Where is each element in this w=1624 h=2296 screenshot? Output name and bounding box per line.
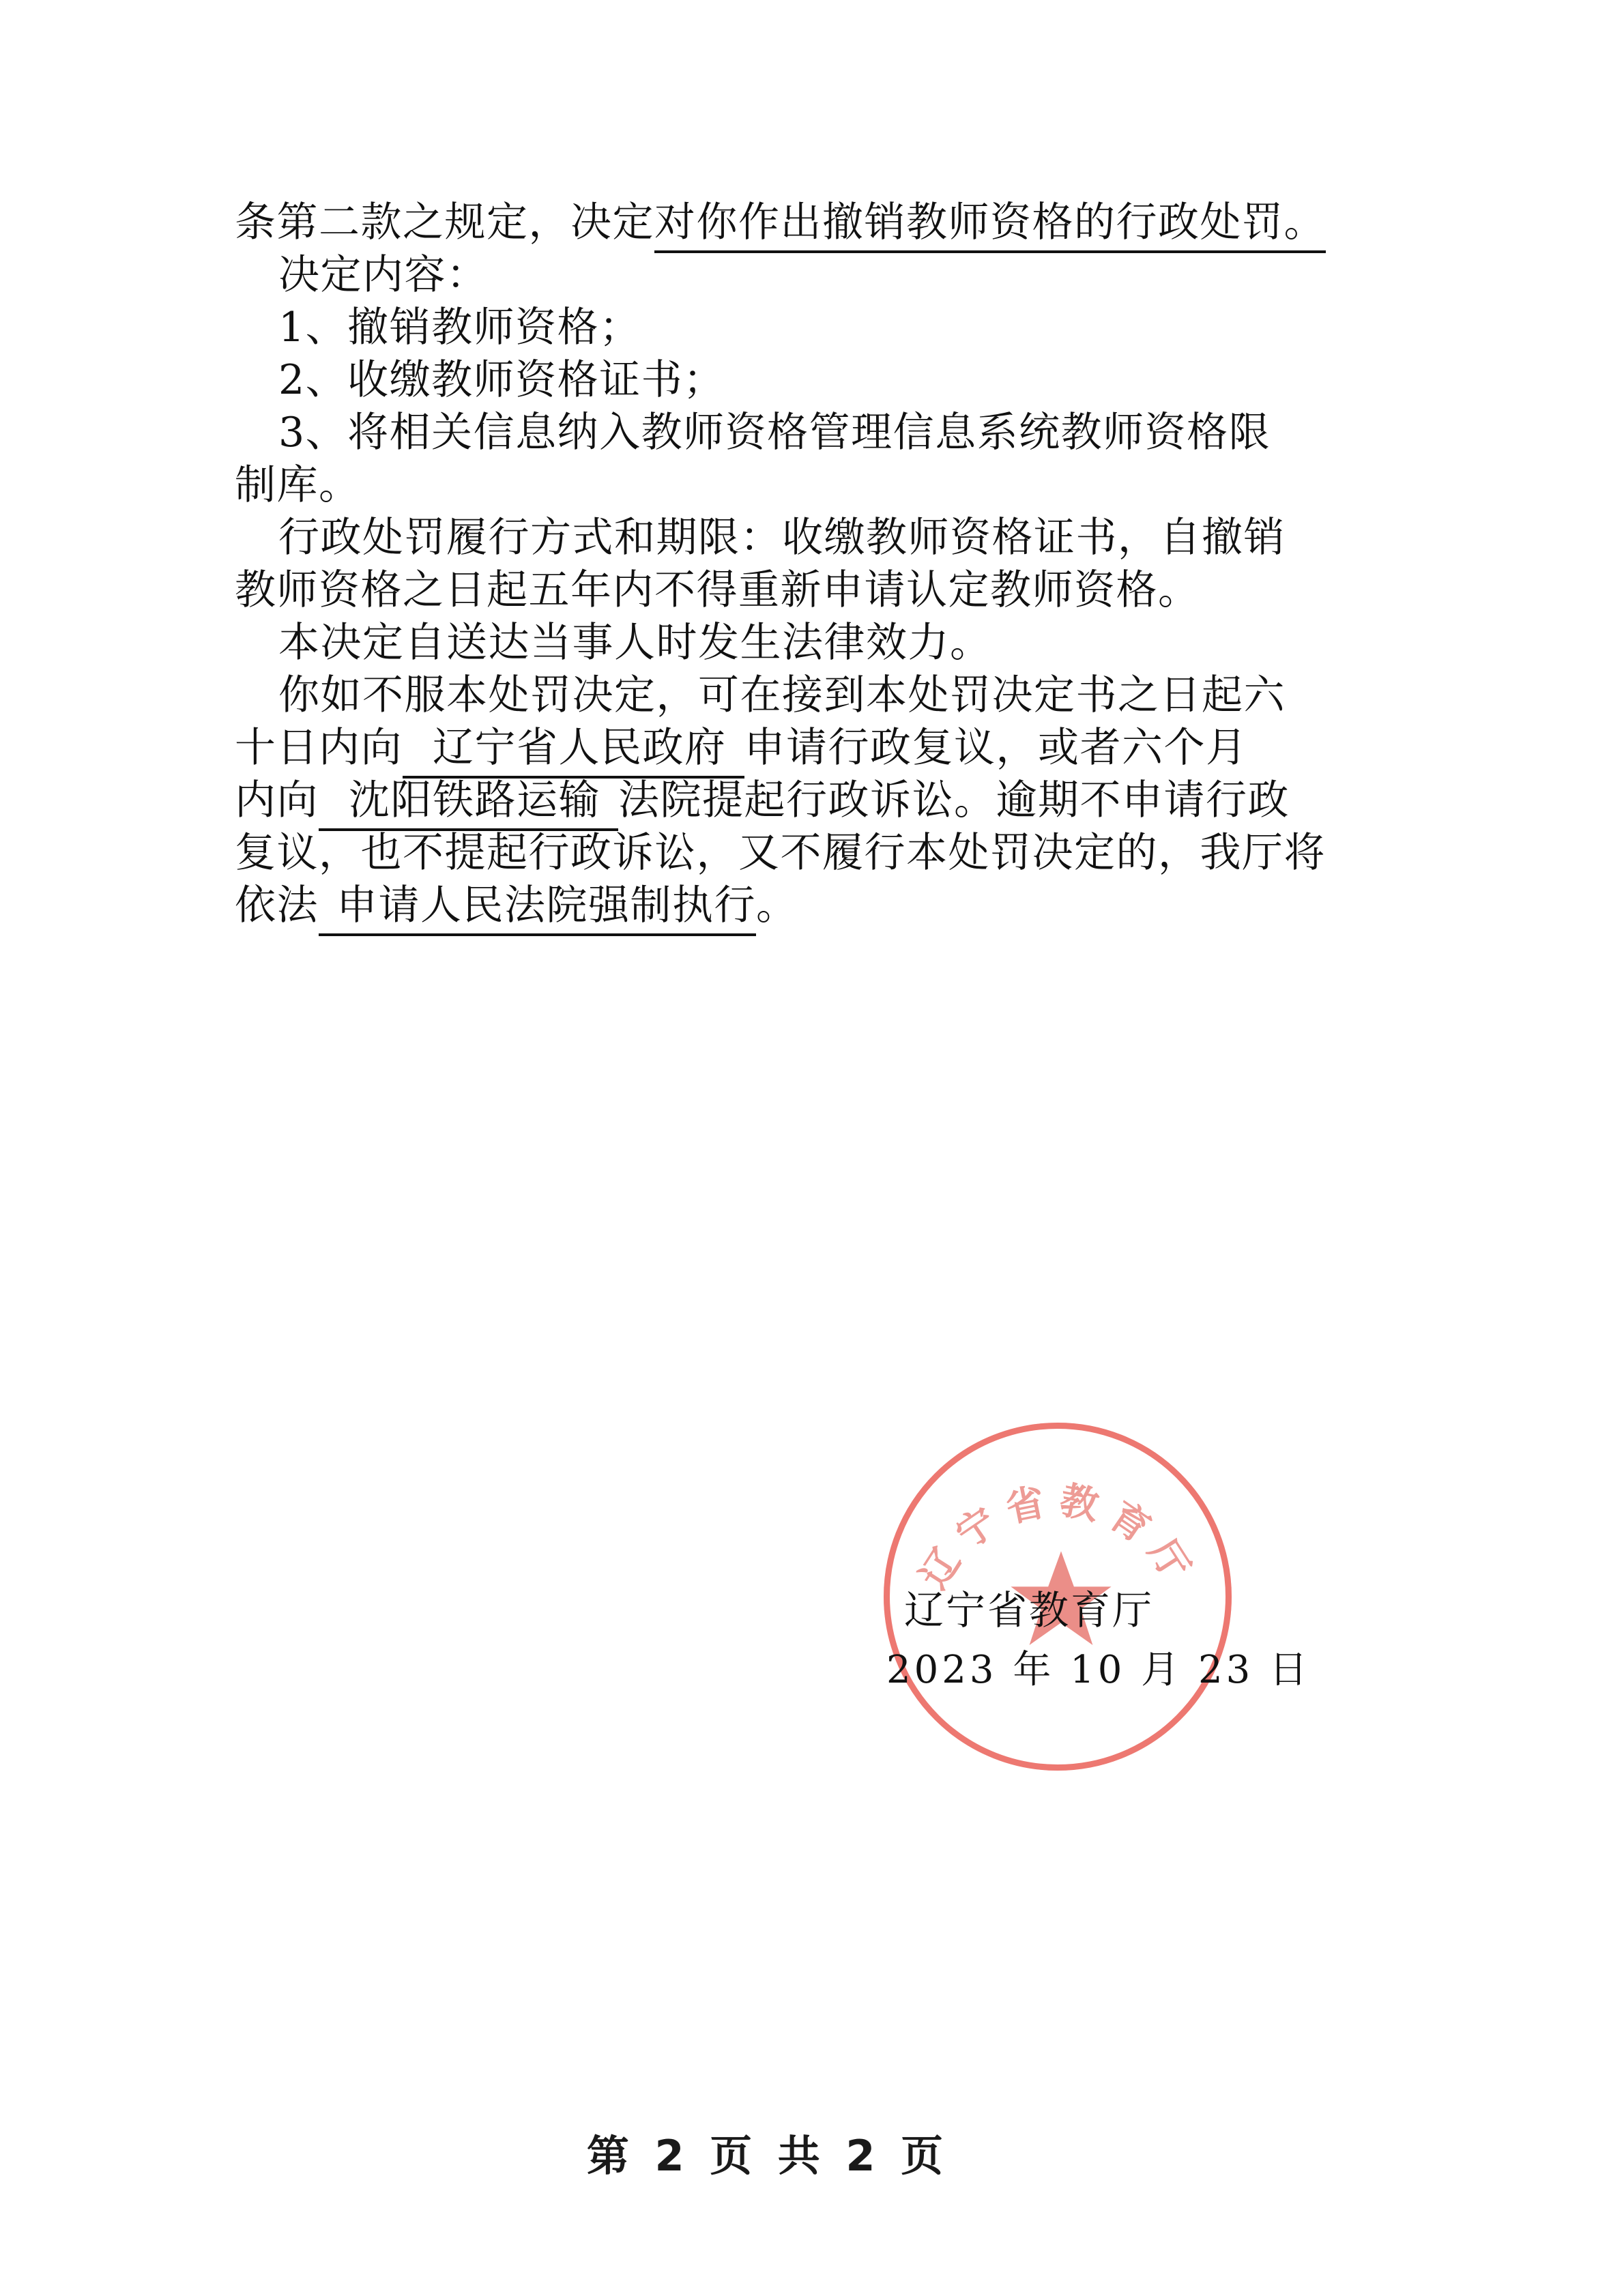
body-line-8-text: 教师资格之日起五年内不得重新申请认定教师资格。: [235, 566, 1200, 614]
body-line-12-prefix: 内向: [235, 776, 319, 824]
body-line-12-suffix: 法院提起行政诉讼。逾期不申请行政: [618, 776, 1290, 824]
document-body: [235, 197, 1381, 932]
body-line-4-item-2: [235, 354, 1381, 407]
body-line-5-text: 3、将相关信息纳入教师资格管理信息系统教师资格限: [278, 409, 1271, 456]
page-number-footer: 第 2 页 共 2 页: [586, 2131, 949, 2181]
body-line-9: [235, 617, 1381, 669]
court-name-blank: 沈阳铁路运输: [319, 774, 618, 831]
body-line-12: [235, 774, 1381, 827]
signature-block: [884, 1423, 1311, 1777]
body-line-6-text: 制库。: [235, 461, 361, 509]
body-line-14-suffix: 。: [756, 882, 798, 929]
body-line-8: [235, 564, 1381, 617]
body-line-13-text: 复议，也不提起行政诉讼，又不履行本处罚决定的，我厅将: [235, 829, 1326, 877]
body-line-13: [235, 827, 1381, 880]
issue-date: 2023 年 10 月 23 日: [886, 1648, 1311, 1692]
body-line-5-item-3: [235, 407, 1381, 459]
body-line-10: [235, 669, 1381, 722]
body-line-7-text: 行政处罚履行方式和期限：收缴教师资格证书，自撤销: [278, 514, 1286, 562]
body-line-6: [235, 459, 1381, 512]
body-line-1: [235, 197, 1381, 249]
body-line-1-plain: 条第二款之规定，决定: [235, 199, 654, 246]
body-line-2: [235, 249, 1381, 302]
body-line-11-suffix: 申请行政复议，或者六个月: [744, 724, 1248, 772]
seal-arc-label: 辽宁省教育厅: [911, 1477, 1204, 1597]
body-line-4-text: 2、收缴教师资格证书；: [278, 356, 725, 404]
body-line-9-text: 本决定自送达当事人时发生法律效力。: [278, 619, 992, 667]
body-line-11-prefix: 十日内向: [235, 724, 403, 772]
body-line-7: [235, 512, 1381, 564]
body-line-10-text: 你如不服本处罚决定，可在接到本处罚决定书之日起六: [278, 671, 1286, 719]
review-authority-blank: 辽宁省人民政府: [403, 722, 744, 779]
body-line-11: [235, 722, 1381, 774]
body-line-3-item-1: [235, 302, 1381, 354]
body-line-2-text: 决定内容：: [278, 251, 489, 299]
issuing-agency-name: 辽宁省教育厅: [904, 1587, 1155, 1633]
body-line-14: [235, 880, 1381, 932]
body-line-14-prefix: 依法: [235, 882, 319, 929]
body-line-1-underlined: 对你作出撤销教师资格的行政处罚。: [654, 197, 1326, 253]
enforcement-blank: 申请人民法院强制执行: [319, 880, 756, 936]
body-line-3-text: 1、撤销教师资格；: [278, 304, 641, 351]
